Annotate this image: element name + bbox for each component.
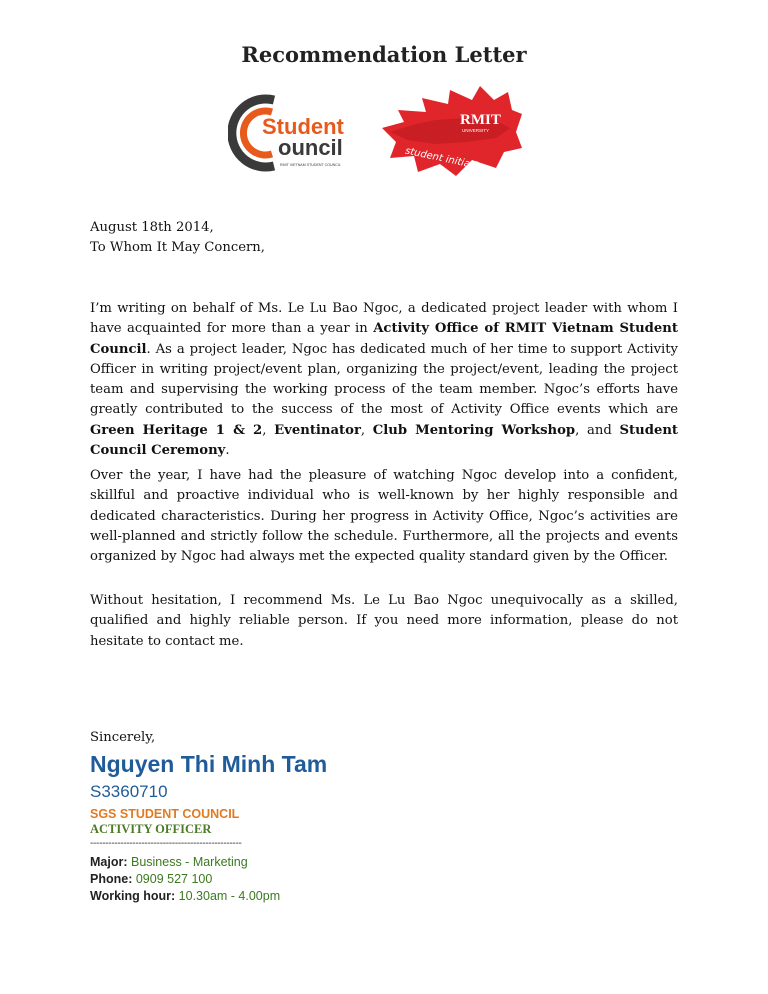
letter-date: August 18th 2014, (90, 220, 214, 235)
p1-text-a: I’m writing on behalf of Ms. Le Lu Bao Ngoc, a dedicated project leader with whom I have acquainted for more than a year in (90, 301, 678, 337)
p1-text-d: , (262, 422, 275, 438)
signature-major (90, 855, 248, 869)
p1-bold-club-mentoring: Club Mentoring Workshop (372, 422, 576, 438)
paragraph-3: Without hesitation, I recommend Ms. Le Lu Bao Ngoc unequivocally as a skilled, qualified and highly reliable person. If you need more information, please do not hesitate to contact me. (90, 593, 678, 649)
closing: Sincerely, (90, 730, 156, 745)
logo-subtitle: RMIT VIETNAM STUDENT COUNCIL (280, 163, 341, 167)
paragraph-2: Over the year, I have had the pleasure of watching Ngoc develop into a confident, skillful and proactive individual who is well-known by her highly responsible and dedicated characteristics. During her progress in Activity Office, Ngoc’s activities are well-planned and strictly follow the schedule. Furthermore, all the projects and events organized by Ngoc had always met the expected quality standard given by the Officer. (90, 468, 678, 565)
paragraph-1 (90, 299, 678, 461)
p1-text-g: . (225, 443, 230, 459)
hours-value: 10.30am - 4.00pm (178, 889, 281, 903)
logo-word-council: ouncil (278, 135, 343, 160)
rmit-name: RMIT (460, 112, 501, 128)
p1-bold-green-heritage: Green Heritage 1 & 2 (90, 422, 263, 438)
salutation: To Whom It May Concern, (90, 240, 265, 256)
student-council-logo (228, 92, 368, 174)
p1-text-c: . As a project leader, Ngoc has dedicated much of her time to support Activity Officer in writing project/event plan, organizing the project/event, leading the project team and supervising the working process of the team member. Ngoc’s efforts have greatly contributed to the success of the most of Activity Office events which are (90, 341, 678, 418)
p1-bold-office: Activity Office of RMIT Vietnam Student Council (90, 321, 678, 357)
signature-name: Nguyen Thi Minh Tam (90, 751, 328, 777)
p1-bold-ceremony: Student Council Ceremony (90, 422, 679, 459)
phone-value: 0909 527 100 (135, 872, 213, 886)
signature-phone (90, 872, 212, 886)
major-value: Business - Marketing (130, 855, 248, 869)
p1-bold-eventinator: Eventinator (274, 422, 361, 438)
major-label: Major: (90, 855, 128, 869)
signature-org: SGS STUDENT COUNCIL (90, 807, 240, 821)
rmit-student-initiative-logo (376, 80, 526, 185)
phone-label: Phone: (90, 872, 133, 886)
signature-id: S3360710 (90, 782, 168, 801)
logo-bar (228, 80, 528, 190)
p1-text-e: , (360, 422, 373, 438)
hours-label: Working hour: (90, 889, 176, 903)
signature-divider: -------------------------------------------------- (90, 838, 242, 849)
signature-role: ACTIVITY OFFICER (90, 822, 212, 836)
rmit-university: UNIVERSITY (462, 128, 490, 133)
rmit-tagline: student initiative (404, 145, 490, 174)
p1-text-f: , and (575, 422, 620, 438)
letter-header (90, 218, 678, 259)
page-title: Recommendation Letter (241, 42, 527, 67)
signature-hours (90, 889, 280, 903)
logo-word-student: Student (262, 114, 344, 139)
